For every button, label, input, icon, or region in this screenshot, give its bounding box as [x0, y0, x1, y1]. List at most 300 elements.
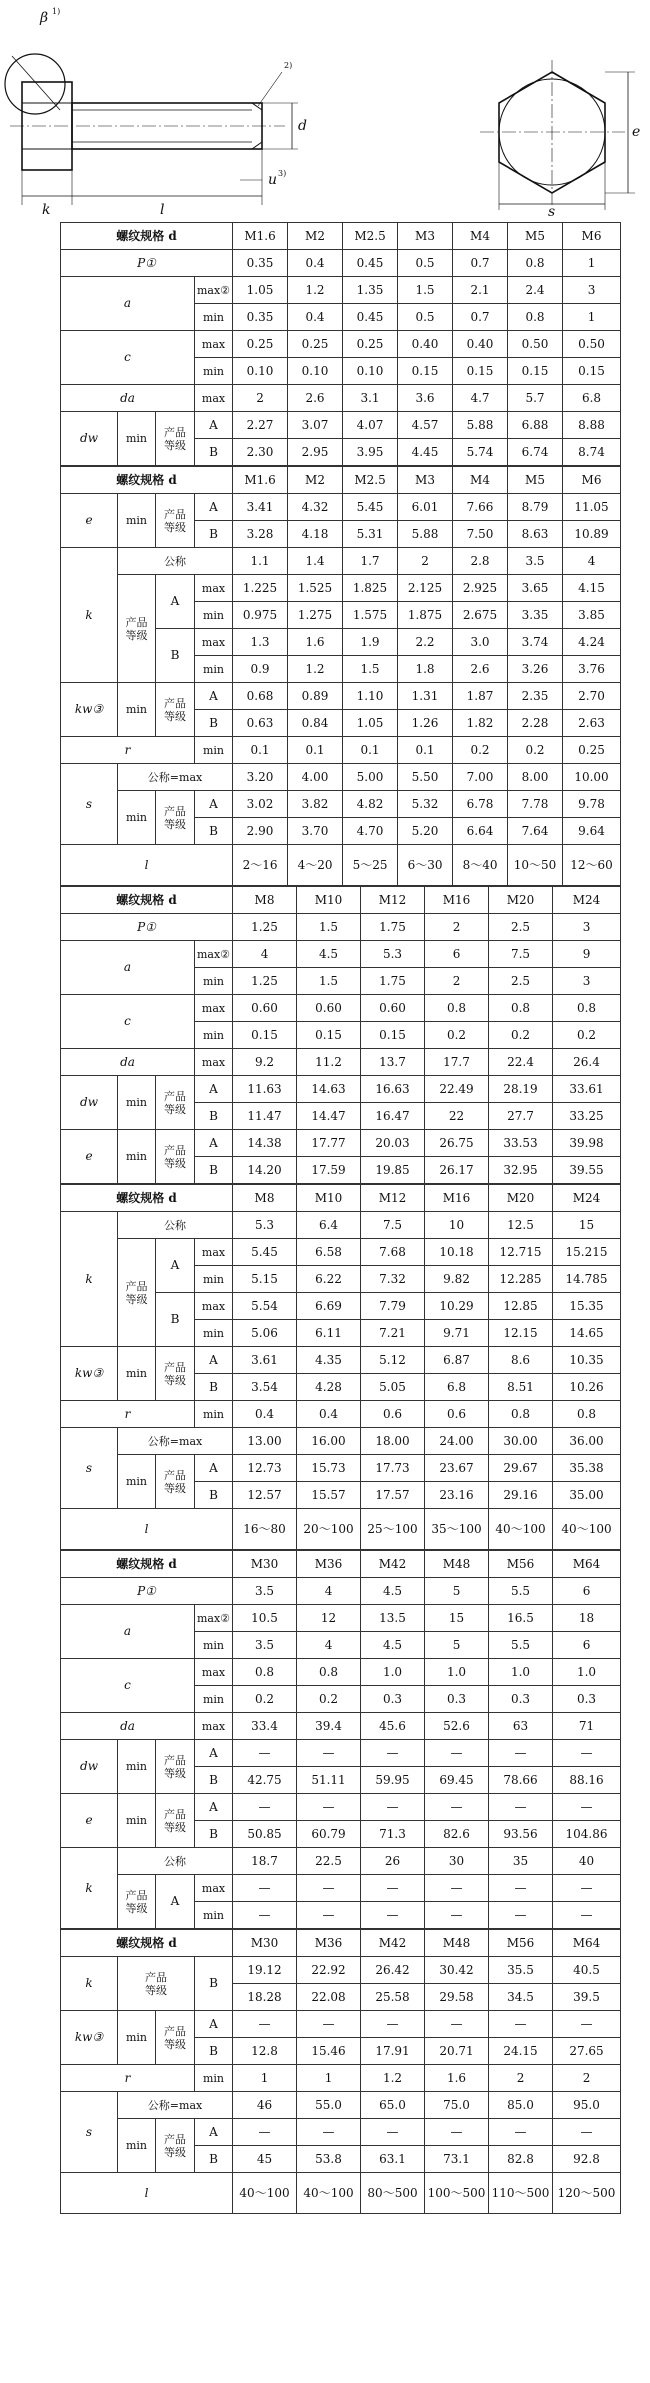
grade-label: 产品 等级	[156, 683, 195, 737]
param-label-da: da	[61, 1049, 195, 1076]
value-cell: 5.45	[233, 1239, 297, 1266]
value-cell: 6.22	[297, 1266, 361, 1293]
value-cell: 0.10	[233, 358, 288, 385]
value-cell: 10.26	[553, 1374, 621, 1401]
value-cell: 78.66	[489, 1767, 553, 1794]
value-cell: 0.7	[453, 304, 508, 331]
limit-label: max	[195, 385, 233, 412]
value-cell: 0.3	[425, 1686, 489, 1713]
value-cell: 10.29	[425, 1293, 489, 1320]
param-label-s: s	[61, 1428, 118, 1509]
value-cell: 5.3	[233, 1212, 297, 1239]
value-cell: 2.6	[453, 656, 508, 683]
value-cell: 0.63	[233, 710, 288, 737]
param-label-l: l	[61, 1509, 233, 1550]
table-row	[61, 737, 621, 764]
value-cell: 3.26	[508, 656, 563, 683]
value-cell: 13.7	[361, 1049, 425, 1076]
table-block-1	[60, 222, 621, 466]
value-cell: 22.49	[425, 1076, 489, 1103]
limit-label: min	[118, 683, 156, 737]
value-cell: 4.32	[288, 494, 343, 521]
value-cell: —	[489, 1875, 553, 1902]
value-cell: 27.7	[489, 1103, 553, 1130]
value-cell: 3.5	[233, 1632, 297, 1659]
value-cell: 29.67	[489, 1455, 553, 1482]
value-cell: 6.8	[425, 1374, 489, 1401]
value-cell: 1.8	[398, 656, 453, 683]
length-range-cell: 2～16	[233, 845, 288, 886]
value-cell: 65.0	[361, 2092, 425, 2119]
table-row	[61, 575, 621, 602]
value-cell: 5.00	[343, 764, 398, 791]
value-cell: 63	[489, 1713, 553, 1740]
value-cell: 0.15	[297, 1022, 361, 1049]
value-cell: 0.8	[489, 995, 553, 1022]
size-cell: M4	[453, 467, 508, 494]
size-cell: M2.5	[343, 223, 398, 250]
value-cell: —	[297, 1740, 361, 1767]
size-cell: M1.6	[233, 467, 288, 494]
value-cell: 0.15	[563, 358, 621, 385]
table-row	[61, 1794, 621, 1821]
value-cell: 4.00	[288, 764, 343, 791]
value-cell: 0.2	[297, 1686, 361, 1713]
value-cell: 7.5	[489, 941, 553, 968]
value-cell: 1.0	[489, 1659, 553, 1686]
value-cell: 13.5	[361, 1605, 425, 1632]
param-label-da: da	[61, 1713, 195, 1740]
value-cell: 3.6	[398, 385, 453, 412]
value-cell: —	[297, 1902, 361, 1929]
value-cell: 3.95	[343, 439, 398, 466]
limit-label: min	[118, 1740, 156, 1794]
table-row	[61, 791, 621, 818]
value-cell: 2.925	[453, 575, 508, 602]
value-cell: 9.78	[563, 791, 621, 818]
table-row	[61, 2011, 621, 2038]
limit-label: max	[195, 1875, 233, 1902]
length-range-cell: 110～500	[489, 2173, 553, 2214]
value-cell: 1.875	[398, 602, 453, 629]
value-cell: 8.79	[508, 494, 563, 521]
value-cell: 5	[425, 1632, 489, 1659]
length-range-cell: 16～80	[233, 1509, 297, 1550]
length-range-cell: 20～100	[297, 1509, 361, 1550]
value-cell: 1.5	[297, 914, 361, 941]
table-row	[61, 1605, 621, 1632]
value-cell: 17.57	[361, 1482, 425, 1509]
param-label-kw: kw③	[61, 1347, 118, 1401]
value-cell: 35.00	[553, 1482, 621, 1509]
table-row	[61, 1509, 621, 1550]
size-cell: M42	[361, 1930, 425, 1957]
value-cell: 7.79	[361, 1293, 425, 1320]
value-cell: 3.41	[233, 494, 288, 521]
length-range-cell: 8～40	[453, 845, 508, 886]
param-label-k: k	[61, 548, 118, 683]
value-cell: 2	[489, 2065, 553, 2092]
value-cell: 4.45	[398, 439, 453, 466]
value-cell: 5	[425, 1578, 489, 1605]
value-cell: —	[361, 2011, 425, 2038]
grade-label: 产品 等级	[118, 575, 156, 683]
limit-label: max	[195, 331, 233, 358]
value-cell: 3	[563, 277, 621, 304]
value-cell: 1.35	[343, 277, 398, 304]
value-cell: 1.5	[343, 656, 398, 683]
table-row	[61, 1713, 621, 1740]
value-cell: 4.35	[297, 1347, 361, 1374]
limit-label: min	[118, 1347, 156, 1401]
value-cell: 104.86	[553, 1821, 621, 1848]
value-cell: 3.70	[288, 818, 343, 845]
size-cell: M4	[453, 223, 508, 250]
value-cell: 0.5	[398, 304, 453, 331]
table-header-row	[61, 1185, 621, 1212]
value-cell: 10.18	[425, 1239, 489, 1266]
beta-label: β	[40, 10, 49, 26]
value-cell: 3.20	[233, 764, 288, 791]
value-cell: 0.89	[288, 683, 343, 710]
value-cell: 0.15	[361, 1022, 425, 1049]
value-cell: 16.47	[361, 1103, 425, 1130]
table-row	[61, 1212, 621, 1239]
table-row	[61, 995, 621, 1022]
value-cell: 1.225	[233, 575, 288, 602]
length-range-cell: 40～100	[553, 1509, 621, 1550]
value-cell: —	[553, 1902, 621, 1929]
table-row	[61, 845, 621, 886]
size-cell: M24	[553, 887, 621, 914]
value-cell: 14.47	[297, 1103, 361, 1130]
table-row	[61, 412, 621, 439]
table-row	[61, 250, 621, 277]
grade-B: B	[195, 2038, 233, 2065]
table-block-4	[60, 1184, 621, 1550]
value-cell: 22	[425, 1103, 489, 1130]
value-cell: 22.5	[297, 1848, 361, 1875]
value-cell: 39.4	[297, 1713, 361, 1740]
value-cell: 5.88	[398, 521, 453, 548]
value-cell: 0.975	[233, 602, 288, 629]
size-cell: M64	[553, 1551, 621, 1578]
value-cell: 2.2	[398, 629, 453, 656]
value-cell: 11.05	[563, 494, 621, 521]
value-cell: 60.79	[297, 1821, 361, 1848]
value-cell: 0.2	[508, 737, 563, 764]
grade-B: B	[195, 1767, 233, 1794]
value-cell: 0.6	[361, 1401, 425, 1428]
value-cell: 23.16	[425, 1482, 489, 1509]
value-cell: —	[553, 1740, 621, 1767]
value-cell: 4.07	[343, 412, 398, 439]
value-cell: 4.24	[563, 629, 621, 656]
limit-label: max	[195, 1239, 233, 1266]
limit-label: max	[195, 1049, 233, 1076]
size-cell: M12	[361, 1185, 425, 1212]
value-cell: 52.6	[425, 1713, 489, 1740]
limit-label: min	[195, 1686, 233, 1713]
value-cell: 2.90	[233, 818, 288, 845]
value-cell: 5.88	[453, 412, 508, 439]
value-cell: 6.11	[297, 1320, 361, 1347]
thread-size-header: 螺纹规格 d	[61, 1185, 233, 1212]
value-cell: 2	[233, 385, 288, 412]
value-cell: 0.8	[425, 995, 489, 1022]
value-cell: 3.82	[288, 791, 343, 818]
nominal-max-label: 公称=max	[118, 2092, 233, 2119]
value-cell: 13.00	[233, 1428, 297, 1455]
value-cell: —	[361, 2119, 425, 2146]
value-cell: 1.26	[398, 710, 453, 737]
param-label-l: l	[61, 2173, 233, 2214]
beta-note: 1)	[52, 7, 61, 16]
value-cell: 75.0	[425, 2092, 489, 2119]
value-cell: 93.56	[489, 1821, 553, 1848]
value-cell: 1.31	[398, 683, 453, 710]
value-cell: 69.45	[425, 1767, 489, 1794]
value-cell: 73.1	[425, 2146, 489, 2173]
value-cell: 71	[553, 1713, 621, 1740]
value-cell: —	[297, 1875, 361, 1902]
grade-label: 产品 等级	[118, 1875, 156, 1929]
value-cell: 2	[425, 968, 489, 995]
value-cell: 4.5	[361, 1632, 425, 1659]
value-cell: 39.55	[553, 1157, 621, 1184]
value-cell: 1.87	[453, 683, 508, 710]
value-cell: 0.8	[553, 995, 621, 1022]
param-label-dw: dw	[61, 412, 118, 466]
value-cell: 19.12	[233, 1957, 297, 1984]
value-cell: 92.8	[553, 2146, 621, 2173]
value-cell: 17.91	[361, 2038, 425, 2065]
param-label-P: P①	[61, 1578, 233, 1605]
size-cell: M16	[425, 1185, 489, 1212]
value-cell: 1.525	[288, 575, 343, 602]
value-cell: 24.00	[425, 1428, 489, 1455]
value-cell: 5.54	[233, 1293, 297, 1320]
value-cell: 1.10	[343, 683, 398, 710]
value-cell: 55.0	[297, 2092, 361, 2119]
value-cell: 32.95	[489, 1157, 553, 1184]
size-cell: M20	[489, 1185, 553, 1212]
value-cell: 4.82	[343, 791, 398, 818]
value-cell: 0.8	[508, 304, 563, 331]
grade-A: A	[156, 1875, 195, 1929]
value-cell: 10.5	[233, 1605, 297, 1632]
value-cell: 88.16	[553, 1767, 621, 1794]
value-cell: 0.4	[297, 1401, 361, 1428]
value-cell: 3	[553, 968, 621, 995]
grade-B: B	[195, 710, 233, 737]
value-cell: 7.5	[361, 1212, 425, 1239]
grade-B: B	[195, 1957, 233, 2011]
length-range-cell: 25～100	[361, 1509, 425, 1550]
grade-A: A	[156, 575, 195, 629]
length-range-cell: 100～500	[425, 2173, 489, 2214]
value-cell: 5.5	[489, 1578, 553, 1605]
grade-label: 产品 等级	[156, 494, 195, 548]
value-cell: 3.5	[508, 548, 563, 575]
value-cell: 1.9	[343, 629, 398, 656]
value-cell: 1.6	[425, 2065, 489, 2092]
value-cell: —	[361, 1875, 425, 1902]
value-cell: 6	[553, 1578, 621, 1605]
value-cell: 0.25	[343, 331, 398, 358]
value-cell: 36.00	[553, 1428, 621, 1455]
param-label-c: c	[61, 995, 195, 1049]
table-row	[61, 1076, 621, 1103]
value-cell: 0.40	[398, 331, 453, 358]
value-cell: —	[233, 1794, 297, 1821]
value-cell: 7.64	[508, 818, 563, 845]
grade-B: B	[195, 1157, 233, 1184]
size-cell: M30	[233, 1930, 297, 1957]
table-row	[61, 331, 621, 358]
limit-label: max	[195, 995, 233, 1022]
size-cell: M42	[361, 1551, 425, 1578]
size-cell: M10	[297, 887, 361, 914]
value-cell: 0.4	[288, 250, 343, 277]
grade-A: A	[195, 2011, 233, 2038]
value-cell: 1.2	[361, 2065, 425, 2092]
value-cell: 17.77	[297, 1130, 361, 1157]
value-cell: 2	[425, 914, 489, 941]
value-cell: —	[425, 2011, 489, 2038]
limit-label: min	[118, 1076, 156, 1130]
value-cell: 0.6	[425, 1401, 489, 1428]
value-cell: —	[297, 1794, 361, 1821]
limit-label: min	[195, 737, 233, 764]
value-cell: —	[553, 2011, 621, 2038]
length-range-cell: 120～500	[553, 2173, 621, 2214]
value-cell: 12.15	[489, 1320, 553, 1347]
value-cell: 4.57	[398, 412, 453, 439]
grade-label: 产品 等级	[156, 1347, 195, 1401]
value-cell: 0.8	[233, 1659, 297, 1686]
grade-label: 产品 等级	[156, 2011, 195, 2065]
value-cell: 2.5	[489, 914, 553, 941]
value-cell: 6.8	[563, 385, 621, 412]
value-cell: 15	[425, 1605, 489, 1632]
value-cell: 8.74	[563, 439, 621, 466]
value-cell: 4	[297, 1578, 361, 1605]
value-cell: 8.51	[489, 1374, 553, 1401]
value-cell: 6.87	[425, 1347, 489, 1374]
value-cell: 2.35	[508, 683, 563, 710]
value-cell: 0.15	[398, 358, 453, 385]
limit-label: max	[195, 1713, 233, 1740]
d-label: d	[298, 118, 307, 134]
value-cell: 40.5	[553, 1957, 621, 1984]
grade-B: B	[195, 1482, 233, 1509]
nominal-label: 公称	[118, 1848, 233, 1875]
size-cell: M36	[297, 1930, 361, 1957]
value-cell: 95.0	[553, 2092, 621, 2119]
table-row	[61, 2119, 621, 2146]
grade-A: A	[195, 412, 233, 439]
value-cell: 1	[233, 2065, 297, 2092]
value-cell: —	[361, 1794, 425, 1821]
param-label-k: k	[61, 1957, 118, 2011]
value-cell: 35.5	[489, 1957, 553, 1984]
value-cell: 7.32	[361, 1266, 425, 1293]
value-cell: 26	[361, 1848, 425, 1875]
value-cell: 7.21	[361, 1320, 425, 1347]
table-header-row	[61, 1551, 621, 1578]
size-cell: M5	[508, 223, 563, 250]
length-range-cell: 10～50	[508, 845, 563, 886]
value-cell: 0.2	[553, 1022, 621, 1049]
s-label: s	[548, 204, 556, 218]
limit-label: min	[118, 412, 156, 466]
value-cell: —	[425, 1740, 489, 1767]
value-cell: 34.5	[489, 1984, 553, 2011]
param-label-dw: dw	[61, 1076, 118, 1130]
value-cell: 16.00	[297, 1428, 361, 1455]
param-label-e: e	[61, 494, 118, 548]
value-cell: 2.70	[563, 683, 621, 710]
value-cell: 3.28	[233, 521, 288, 548]
param-label-r: r	[61, 1401, 195, 1428]
value-cell: 9.82	[425, 1266, 489, 1293]
value-cell: 5.45	[343, 494, 398, 521]
value-cell: 2.1	[453, 277, 508, 304]
limit-label: min	[118, 1455, 156, 1509]
value-cell: 15	[553, 1212, 621, 1239]
value-cell: 7.68	[361, 1239, 425, 1266]
value-cell: 10.35	[553, 1347, 621, 1374]
value-cell: 5.32	[398, 791, 453, 818]
value-cell: 4.70	[343, 818, 398, 845]
param-label-dw: dw	[61, 1740, 118, 1794]
limit-label: min	[118, 1794, 156, 1848]
grade-B: B	[195, 2146, 233, 2173]
value-cell: 0.1	[398, 737, 453, 764]
value-cell: 33.53	[489, 1130, 553, 1157]
length-range-cell: 40～100	[297, 2173, 361, 2214]
value-cell: 18	[553, 1605, 621, 1632]
value-cell: —	[425, 1902, 489, 1929]
value-cell: 1.575	[343, 602, 398, 629]
value-cell: 3.35	[508, 602, 563, 629]
thread-size-header: 螺纹规格 d	[61, 887, 233, 914]
value-cell: 8.6	[489, 1347, 553, 1374]
value-cell: 28.19	[489, 1076, 553, 1103]
value-cell: 0.2	[233, 1686, 297, 1713]
value-cell: —	[233, 1740, 297, 1767]
bolt-dimension-tables	[60, 222, 620, 2214]
value-cell: 0.2	[489, 1022, 553, 1049]
value-cell: 9.2	[233, 1049, 297, 1076]
value-cell: 14.65	[553, 1320, 621, 1347]
value-cell: 0.35	[233, 250, 288, 277]
size-cell: M24	[553, 1185, 621, 1212]
value-cell: 0.60	[233, 995, 297, 1022]
value-cell: 24.15	[489, 2038, 553, 2065]
value-cell: 5.7	[508, 385, 563, 412]
value-cell: 3.07	[288, 412, 343, 439]
value-cell: 3.85	[563, 602, 621, 629]
value-cell: 0.8	[297, 1659, 361, 1686]
table-row	[61, 2092, 621, 2119]
value-cell: 3.74	[508, 629, 563, 656]
limit-label: min	[118, 791, 156, 845]
value-cell: 4	[563, 548, 621, 575]
value-cell: —	[361, 1740, 425, 1767]
value-cell: 1	[297, 2065, 361, 2092]
